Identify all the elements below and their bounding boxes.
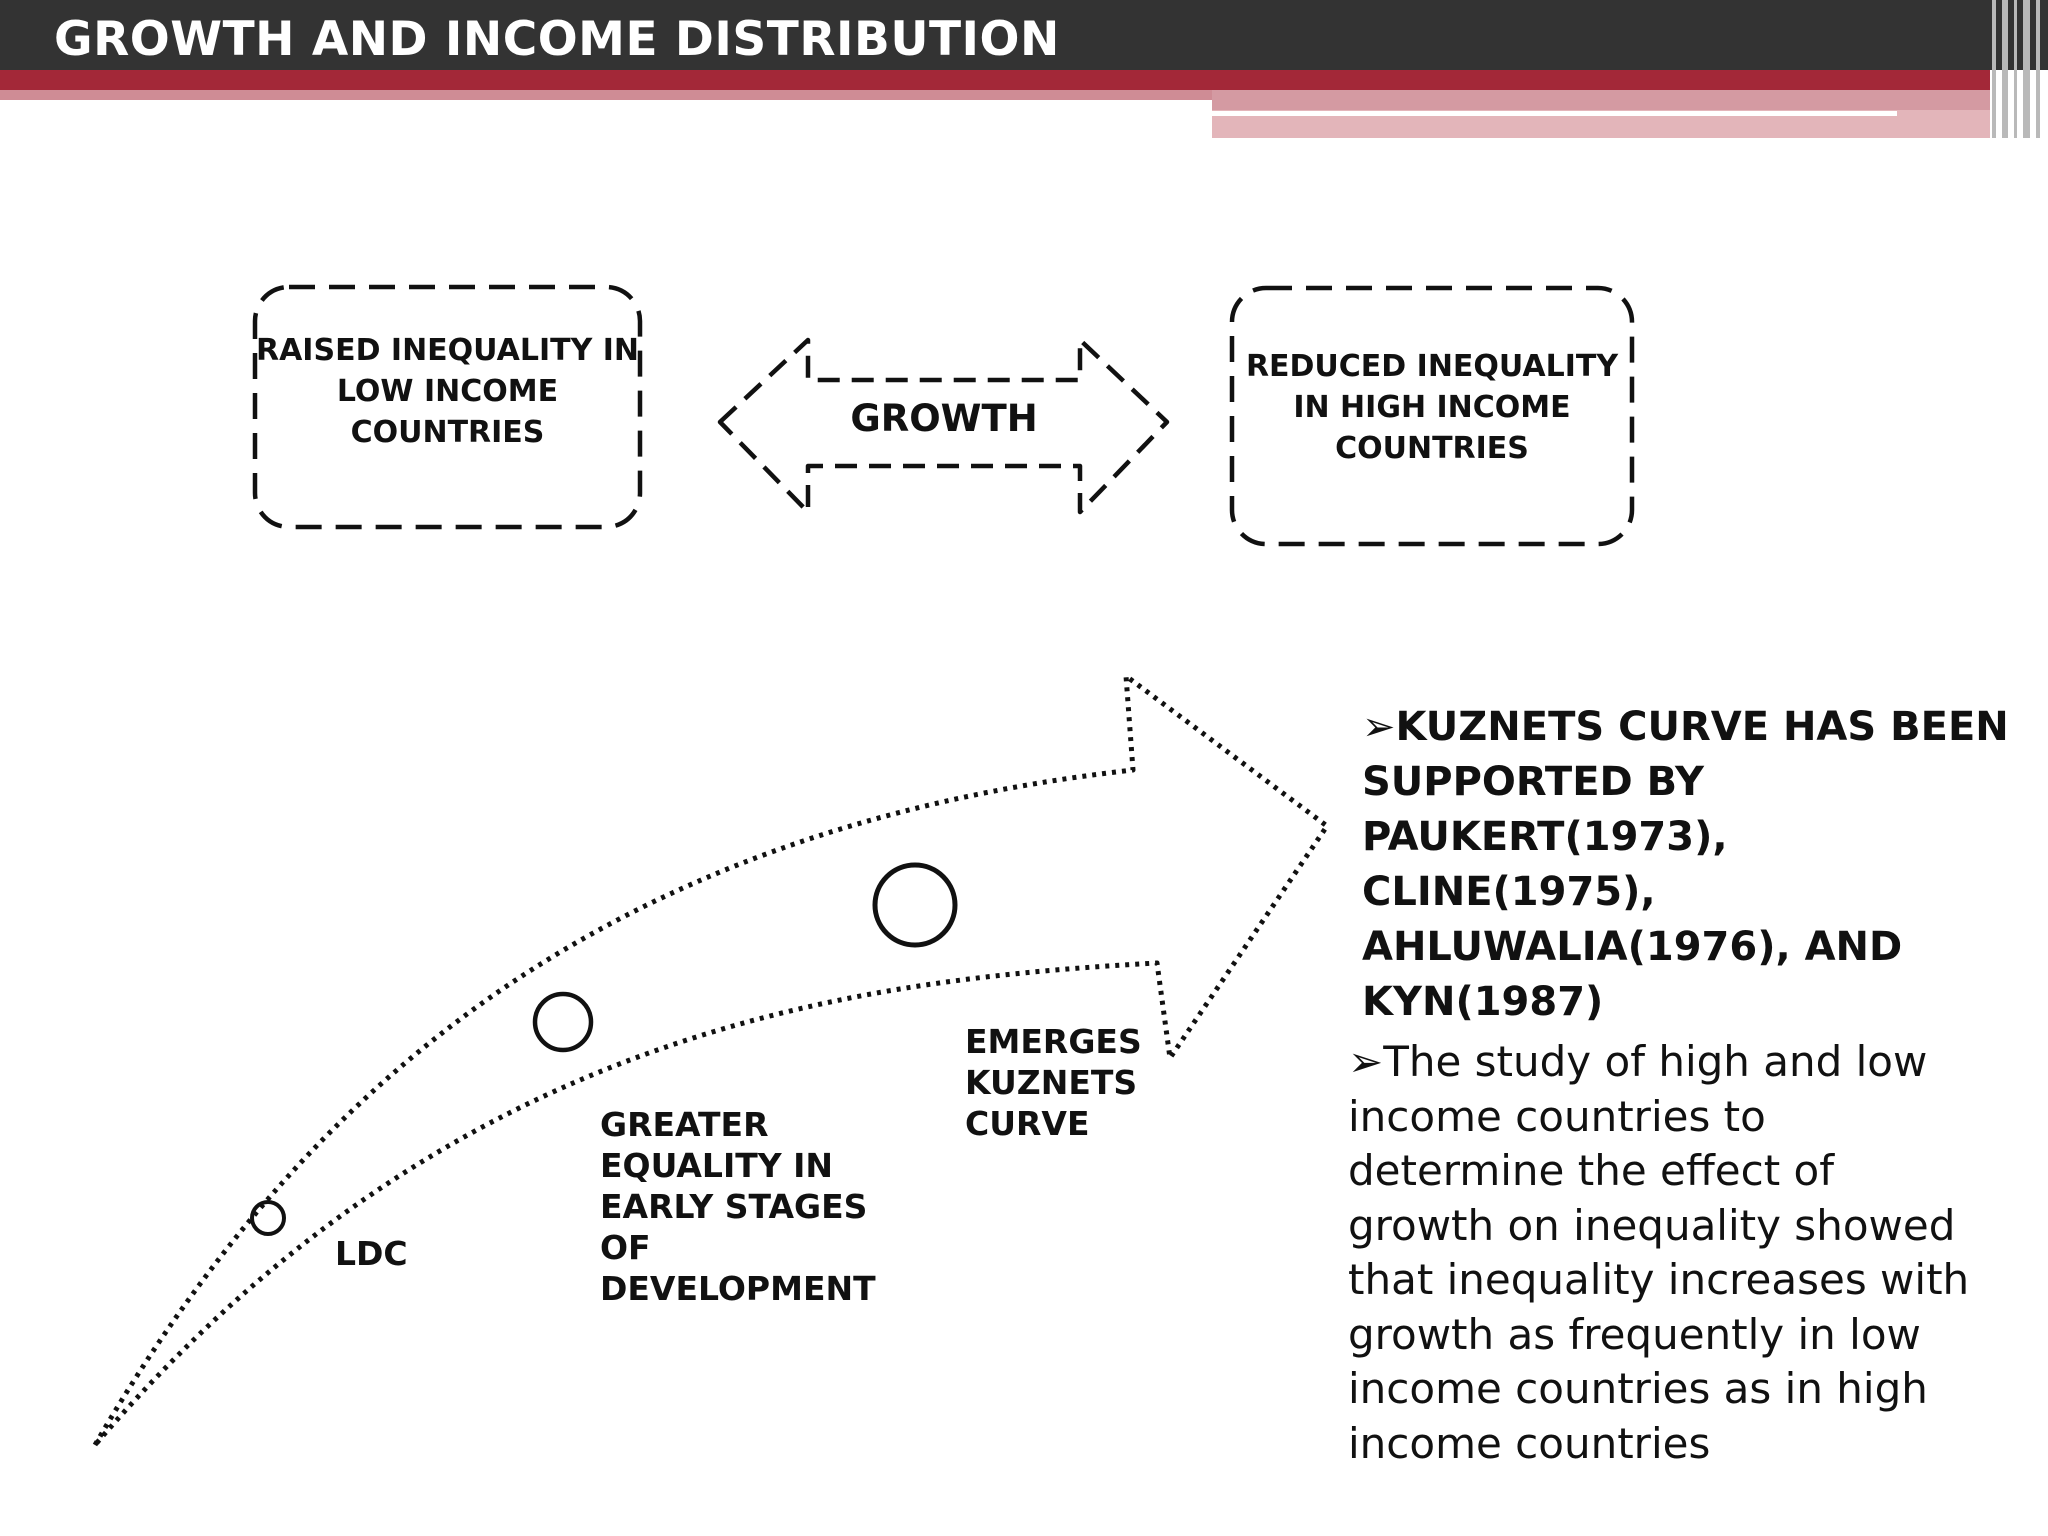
right-box-label: REDUCED INEQUALITY IN HIGH INCOME COUNTRIES xyxy=(1245,349,1619,466)
growth-arrow-label: GROWTH xyxy=(850,397,1038,440)
left-box-label: RAISED INEQUALITY IN LOW INCOME COUNTRIES xyxy=(255,333,640,450)
study-findings-bullet: ➢The study of high and low income countries to determine the effect of growth on inequality showed that inequality increases with growth as frequently in low income countries as in high income countries xyxy=(1348,1037,1970,1468)
kuznets-stage-label: EMERGES KUZNETS CURVE xyxy=(965,1022,1142,1143)
kuznets-stage-marker xyxy=(875,865,955,945)
equality-stage-marker xyxy=(535,994,591,1050)
kuznets-curved-arrow xyxy=(95,676,1327,1445)
ldc-label: LDC xyxy=(335,1234,408,1273)
slide-title: GROWTH AND INCOME DISTRIBUTION xyxy=(54,12,1060,67)
ldc-stage-marker xyxy=(252,1202,284,1234)
equality-stage-label: GREATER EQUALITY IN EARLY STAGES OF DEVELOPMENT xyxy=(600,1105,876,1308)
kuznets-support-bullet: ➢KUZNETS CURVE HAS BEEN SUPPORTED BY PAUKERT(1973), CLINE(1975), AHLUWALIA(1976), AND KYN(1987) xyxy=(1362,704,2009,1025)
